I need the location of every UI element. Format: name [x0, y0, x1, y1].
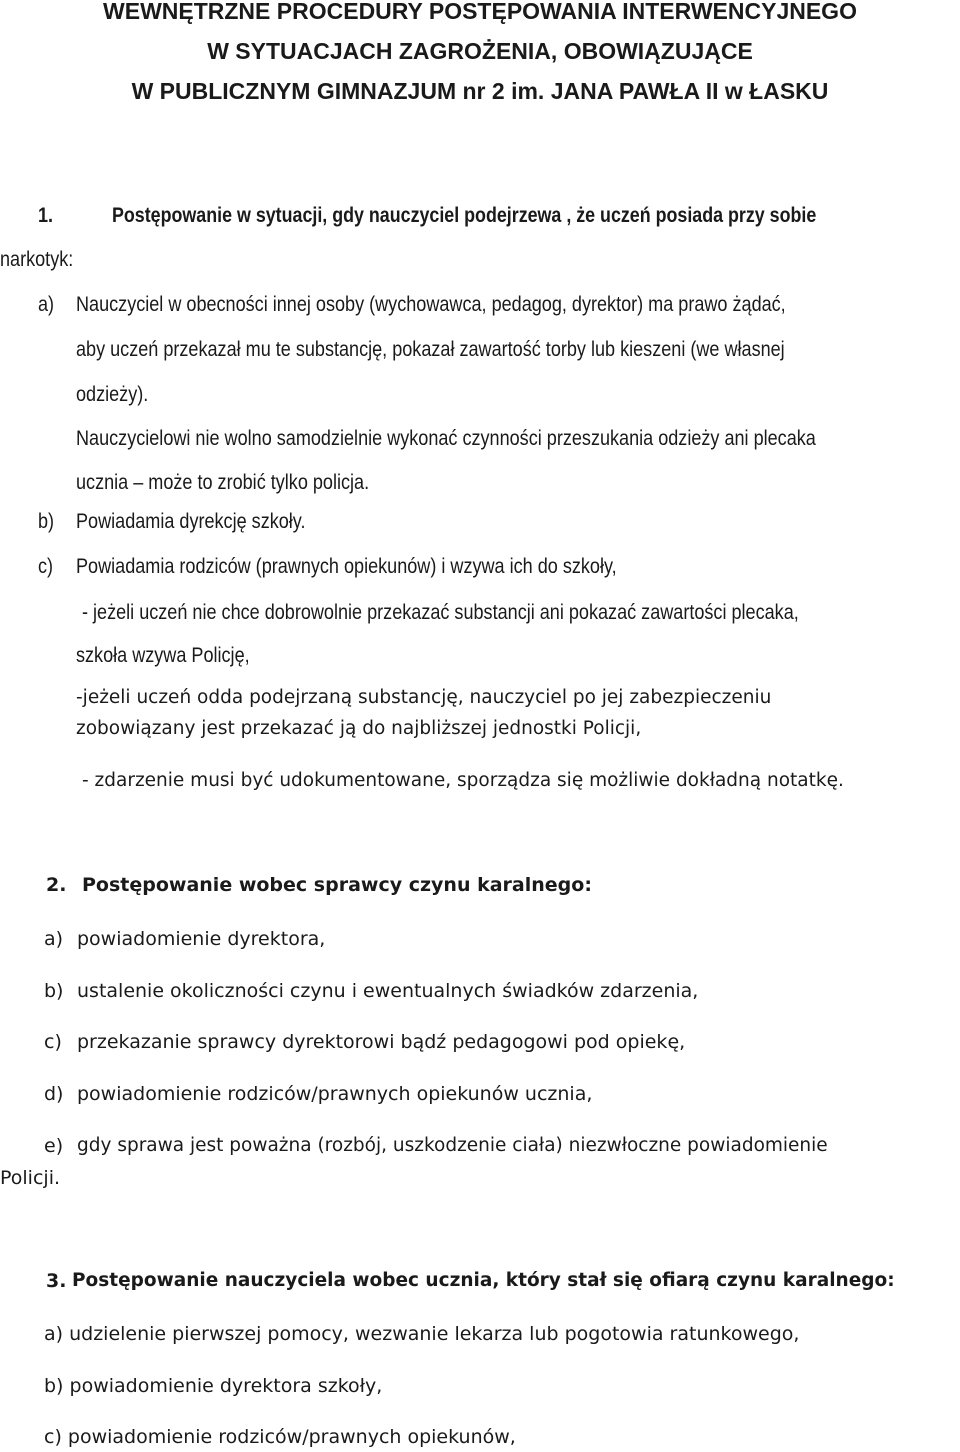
section-2-item-e-line-2: Policji. — [0, 1167, 61, 1189]
item-c-sub-3: - zdarzenie musi być udokumentowane, sporządza się możliwie dokładną notatkę. — [82, 770, 844, 791]
section-1-heading-continued: narkotyk: — [0, 248, 74, 271]
item-b-text: Powiadamia dyrekcję szkoły. — [76, 510, 306, 533]
section-2-item-a-marker: a) — [44, 928, 64, 950]
item-a-line-2: aby uczeń przekazał mu te substancję, pokazał zawartość torby lub kieszeni (we własnej — [76, 338, 785, 361]
section-3-number: 3. — [46, 1270, 67, 1292]
section-2-item-b-marker: b) — [44, 980, 64, 1002]
section-2-item-d-marker: d) — [44, 1083, 64, 1105]
section-3-item-c: c) powiadomienie rodziców/prawnych opiekunów, — [44, 1426, 516, 1448]
item-c-sub-2-line-1: -jeżeli uczeń odda podejrzaną substancję, nauczyciel po jej zabezpieczeniu — [76, 687, 772, 708]
section-2-number: 2. — [46, 874, 67, 896]
section-3-heading: Postępowanie nauczyciela wobec ucznia, który stał się ofiarą czynu karalnego: — [72, 1270, 895, 1291]
section-1-number: 1. — [38, 204, 54, 227]
section-2-item-c-text: przekazanie sprawcy dyrektorowi bądź pedagogowi pod opiekę, — [77, 1031, 686, 1053]
section-2-item-e-line-1: gdy sprawa jest poważna (rozbój, uszkodzenie ciała) niezwłoczne powiadomienie — [77, 1135, 828, 1156]
item-c-sub-1-line-2: szkoła wzywa Policję, — [76, 644, 250, 667]
section-3-item-b: b) powiadomienie dyrektora szkoły, — [44, 1375, 383, 1397]
document-title-line-2: W SYTUACJACH ZAGROŻENIA, OBOWIĄZUJĄCE — [207, 38, 753, 64]
item-b-marker: b) — [38, 510, 55, 533]
section-2-item-a-text: powiadomienie dyrektora, — [77, 928, 326, 950]
note-line-1: Nauczycielowi nie wolno samodzielnie wykonać czynności przeszukania odzieży ani plecaka — [76, 427, 816, 450]
document-title-line-1: WEWNĘTRZNE PROCEDURY POSTĘPOWANIA INTERWENCYJNEGO — [103, 0, 857, 24]
item-c-text: Powiadamia rodziców (prawnych opiekunów) i wzywa ich do szkoły, — [76, 555, 617, 578]
item-c-sub-1-line-1: - jeżeli uczeń nie chce dobrowolnie przekazać substancji ani pokazać zawartości plecaka, — [82, 601, 799, 624]
item-a-marker: a) — [38, 293, 55, 316]
item-a-line-3: odzieży). — [76, 383, 149, 406]
section-2-item-b-text: ustalenie okoliczności czynu i ewentualnych świadków zdarzenia, — [77, 980, 699, 1002]
document-title-line-3: W PUBLICZNYM GIMNAZJUM nr 2 im. JANA PAWŁA II w ŁASKU — [131, 78, 829, 104]
section-2-item-e-marker: e) — [44, 1135, 64, 1157]
item-a-line-1: Nauczyciel w obecności innej osoby (wychowawca, pedagog, dyrektor) ma prawo żądać, — [76, 293, 786, 316]
section-2-item-c-marker: c) — [44, 1031, 62, 1053]
section-2-heading: Postępowanie wobec sprawcy czynu karalnego: — [82, 874, 592, 896]
item-c-marker: c) — [38, 555, 54, 578]
section-2-item-d-text: powiadomienie rodziców/prawnych opiekunów ucznia, — [77, 1083, 593, 1105]
section-1-heading: Postępowanie w sytuacji, gdy nauczyciel podejrzewa , że uczeń posiada przy sobie — [112, 204, 817, 227]
note-line-2: ucznia – może to zrobić tylko policja. — [76, 471, 370, 494]
item-c-sub-2-line-2: zobowiązany jest przekazać ją do najbliższej jednostki Policji, — [76, 718, 642, 739]
section-3-item-a: a) udzielenie pierwszej pomocy, wezwanie lekarza lub pogotowia ratunkowego, — [44, 1323, 800, 1345]
